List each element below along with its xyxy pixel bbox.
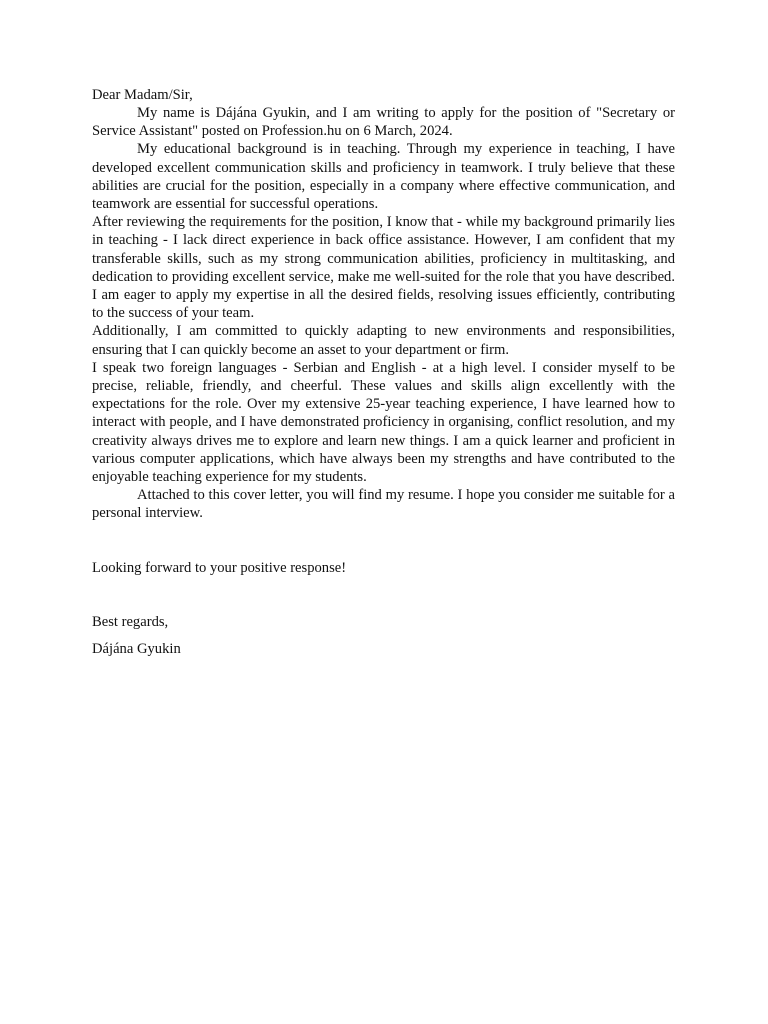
paragraph-education: My educational background is in teaching. Through my experience in teaching, I have developed excellent communication skills and proficiency in teamwork. I truly believe that these abilities are crucial for the position, especially in a company where effective communication, and teamwork are essential for successful operations.: [92, 141, 675, 213]
letter-body: [92, 86, 675, 658]
paragraph-adaptability: Additionally, I am committed to quickly adapting to new environments and responsibilities, ensuring that I can quickly become an asset to your department or firm.: [92, 323, 675, 358]
closing-line: Looking forward to your positive response!: [92, 559, 347, 576]
paragraph-intro: My name is Dájána Gyukin, and I am writing to apply for the position of "Secretary or Service Assistant" posted on Profession.hu on 6 March, 2024.: [92, 105, 675, 140]
paragraph-languages: I speak two foreign languages - Serbian and English - at a high level. I consider myself to be precise, reliable, friendly, and cheerful. These values and skills align excellently with the expectations for the role. Over my extensive 25-year teaching experience, I have learned how to interact with people, and I have demonstrated proficiency in organising, conflict resolution, and my creativity always drives me to explore and learn new things. I am a quick learner and proficient in various computer applications, which have always been my strengths and have contributed to the enjoyable teaching experience for my students.: [92, 359, 675, 486]
paragraph-requirements: After reviewing the requirements for the position, I know that - while my background primarily lies in teaching - I lack direct experience in back office assistance. However, I am confident that my transferable skills, such as my strong communication abilities, proficiency in multitasking, and dedication to providing excellent service, make me well-suited for the role that you have described. I am eager to apply my expertise in all the desired fields, resolving issues efficiently, contributing to the success of your team.: [92, 214, 675, 322]
paragraph-attachment: Attached to this cover letter, you will find my resume. I hope you consider me suitable for a personal interview.: [92, 487, 675, 522]
regards: Best regards,: [92, 613, 169, 630]
salutation: Dear Madam/Sir,: [92, 87, 193, 103]
signature-name: Dájána Gyukin: [92, 641, 181, 658]
